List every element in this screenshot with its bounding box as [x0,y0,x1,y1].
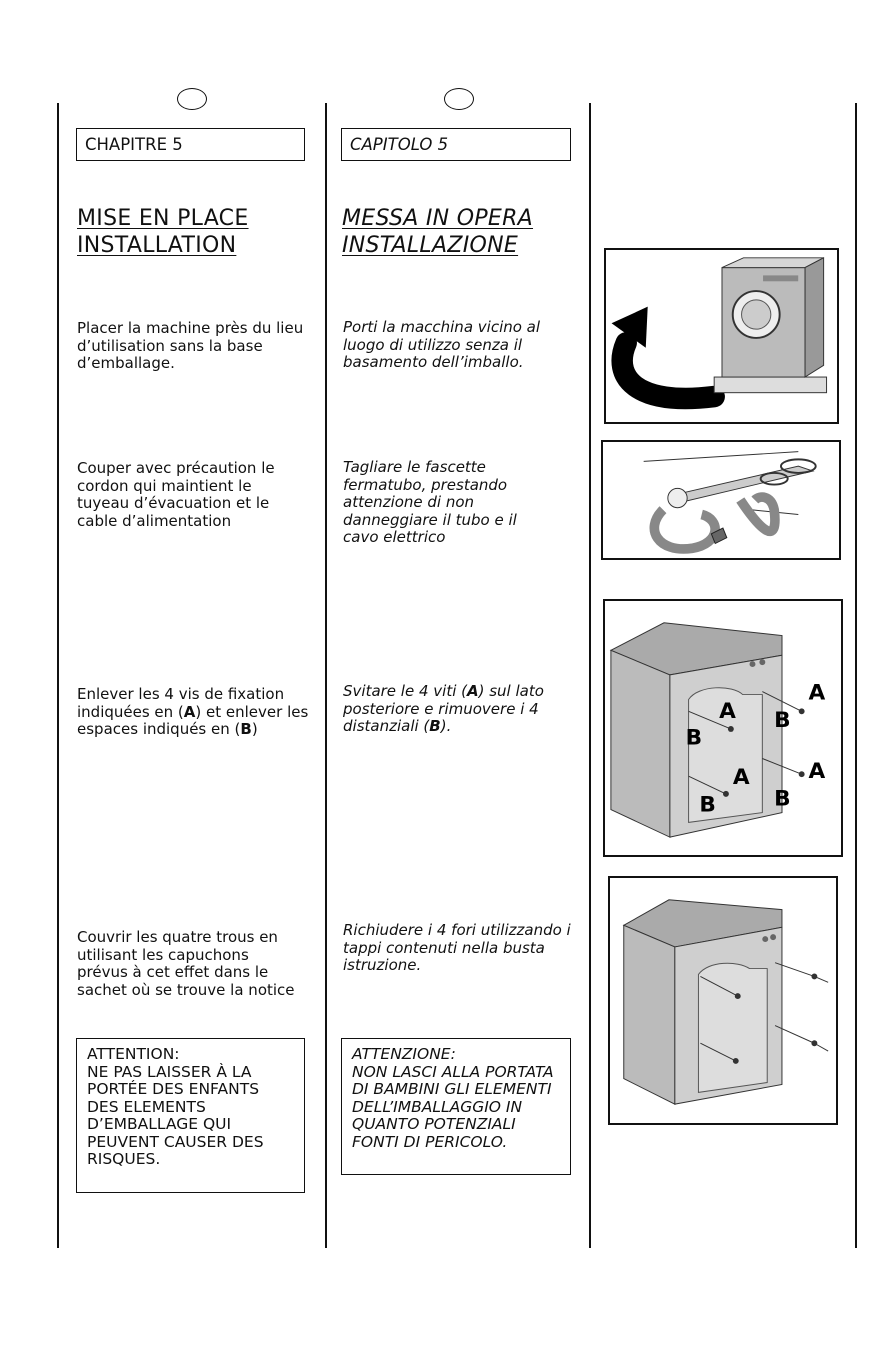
section-title-fr-line1: MISE EN PLACE [77,206,249,231]
figure-cover-holes [608,876,838,1125]
mark-b: B [240,720,252,738]
column-rule-left [57,103,59,1248]
language-badge-it [444,88,474,110]
chapter-heading-it: CAPITOLO 5 [341,128,571,161]
section-title-fr [77,205,249,259]
figure-cut-ties [601,440,841,560]
paragraph-it-3-part3: ). [440,717,452,735]
column-rule-mid [325,103,327,1248]
warning-text-it: NON LASCI ALLA PORTATA DI BAMBINI GLI ELEMENTI DELL’IMBALLAGGIO IN QUANTO POTENZIALI FONTI DI PERICOLO. [352,1062,554,1151]
section-title-fr-line2: INSTALLATION [77,233,237,258]
label-b-top-right: B [774,708,791,734]
column-rule-right [589,103,591,1248]
machine-rear-caps-illustration [610,878,836,1123]
washing-machine-lift-illustration [606,250,837,422]
warning-box-fr [76,1038,305,1193]
paragraph-it-4: Richiudere i 4 fori utilizzando i tappi contenuti nella busta istruzione. [343,921,571,974]
paragraph-it-1: Porti la macchina vicino al luogo di utilizzo senza il basamento dell’imballo. [343,318,541,371]
paragraph-fr-2: Couper avec précaution le cordon qui maintient le tuyeau d’évacuation et le cable d’alimentation [77,459,275,530]
section-title-it [342,205,533,259]
mark-a: A [467,682,479,700]
figure-rear-screws [603,599,843,857]
section-title-it-line1: MESSA IN OPERA [342,206,534,231]
warning-box-it [341,1038,571,1175]
paragraph-fr-3-part2: ) et enlever les espaces indiqués en ( [77,702,309,738]
column-rule-far-right [855,103,857,1248]
paragraph-fr-3 [77,686,309,739]
warning-heading-fr: ATTENTION: [87,1045,180,1063]
paragraph-it-3-part2: ) sul lato posteriore e rimuovere i 4 distanziali ( [343,682,544,735]
paragraph-it-2: Tagliare le fascette fermatubo, prestando attenzione di non danneggiare il tubo e il cavo elettrico [343,458,517,546]
paragraph-fr-3-part1: Enlever les 4 vis de fixation indiquées en ( [77,685,285,721]
label-b-bottom-right: B [774,786,791,812]
chapter-heading-fr: CHAPITRE 5 [76,128,305,161]
label-a-inner-bottom: A [732,765,750,791]
machine-rear-screws-illustration [605,601,841,855]
label-b-inner-top: B [685,725,703,751]
language-badge-fr [177,88,207,110]
label-a-top-right: A [808,680,826,706]
scissors-cutting-hose-illustration [603,442,839,558]
warning-heading-it: ATTENZIONE: [352,1045,456,1063]
paragraph-fr-4: Couvrir les quatre trous en utilisant les capuchons prévus à cet effet dans le sachet où se trouve la notice [77,928,295,999]
mark-a: A [183,702,196,721]
paragraph-fr-3-part3: ) [251,720,258,738]
paragraph-it-3-part1: Svitare le 4 viti ( [343,682,467,700]
label-b-inner-bottom: B [699,792,716,818]
paragraph-fr-1: Placer la machine près du lieu d’utilisation sans la base d’emballage. [77,319,304,372]
section-title-it-line2: INSTALLAZIONE [342,233,519,258]
label-a-bottom-right: A [808,759,826,785]
figure-remove-base [604,248,839,424]
warning-text-fr: NE PAS LAISSER À LA PORTÉE DES ENFANTS DES ELEMENTS D’EMBALLAGE QUI PEUVENT CAUSER DES RISQUES. [87,1062,264,1168]
paragraph-it-3 [343,683,568,736]
label-a-inner-top: A [719,699,736,725]
mark-b: B [429,717,441,735]
